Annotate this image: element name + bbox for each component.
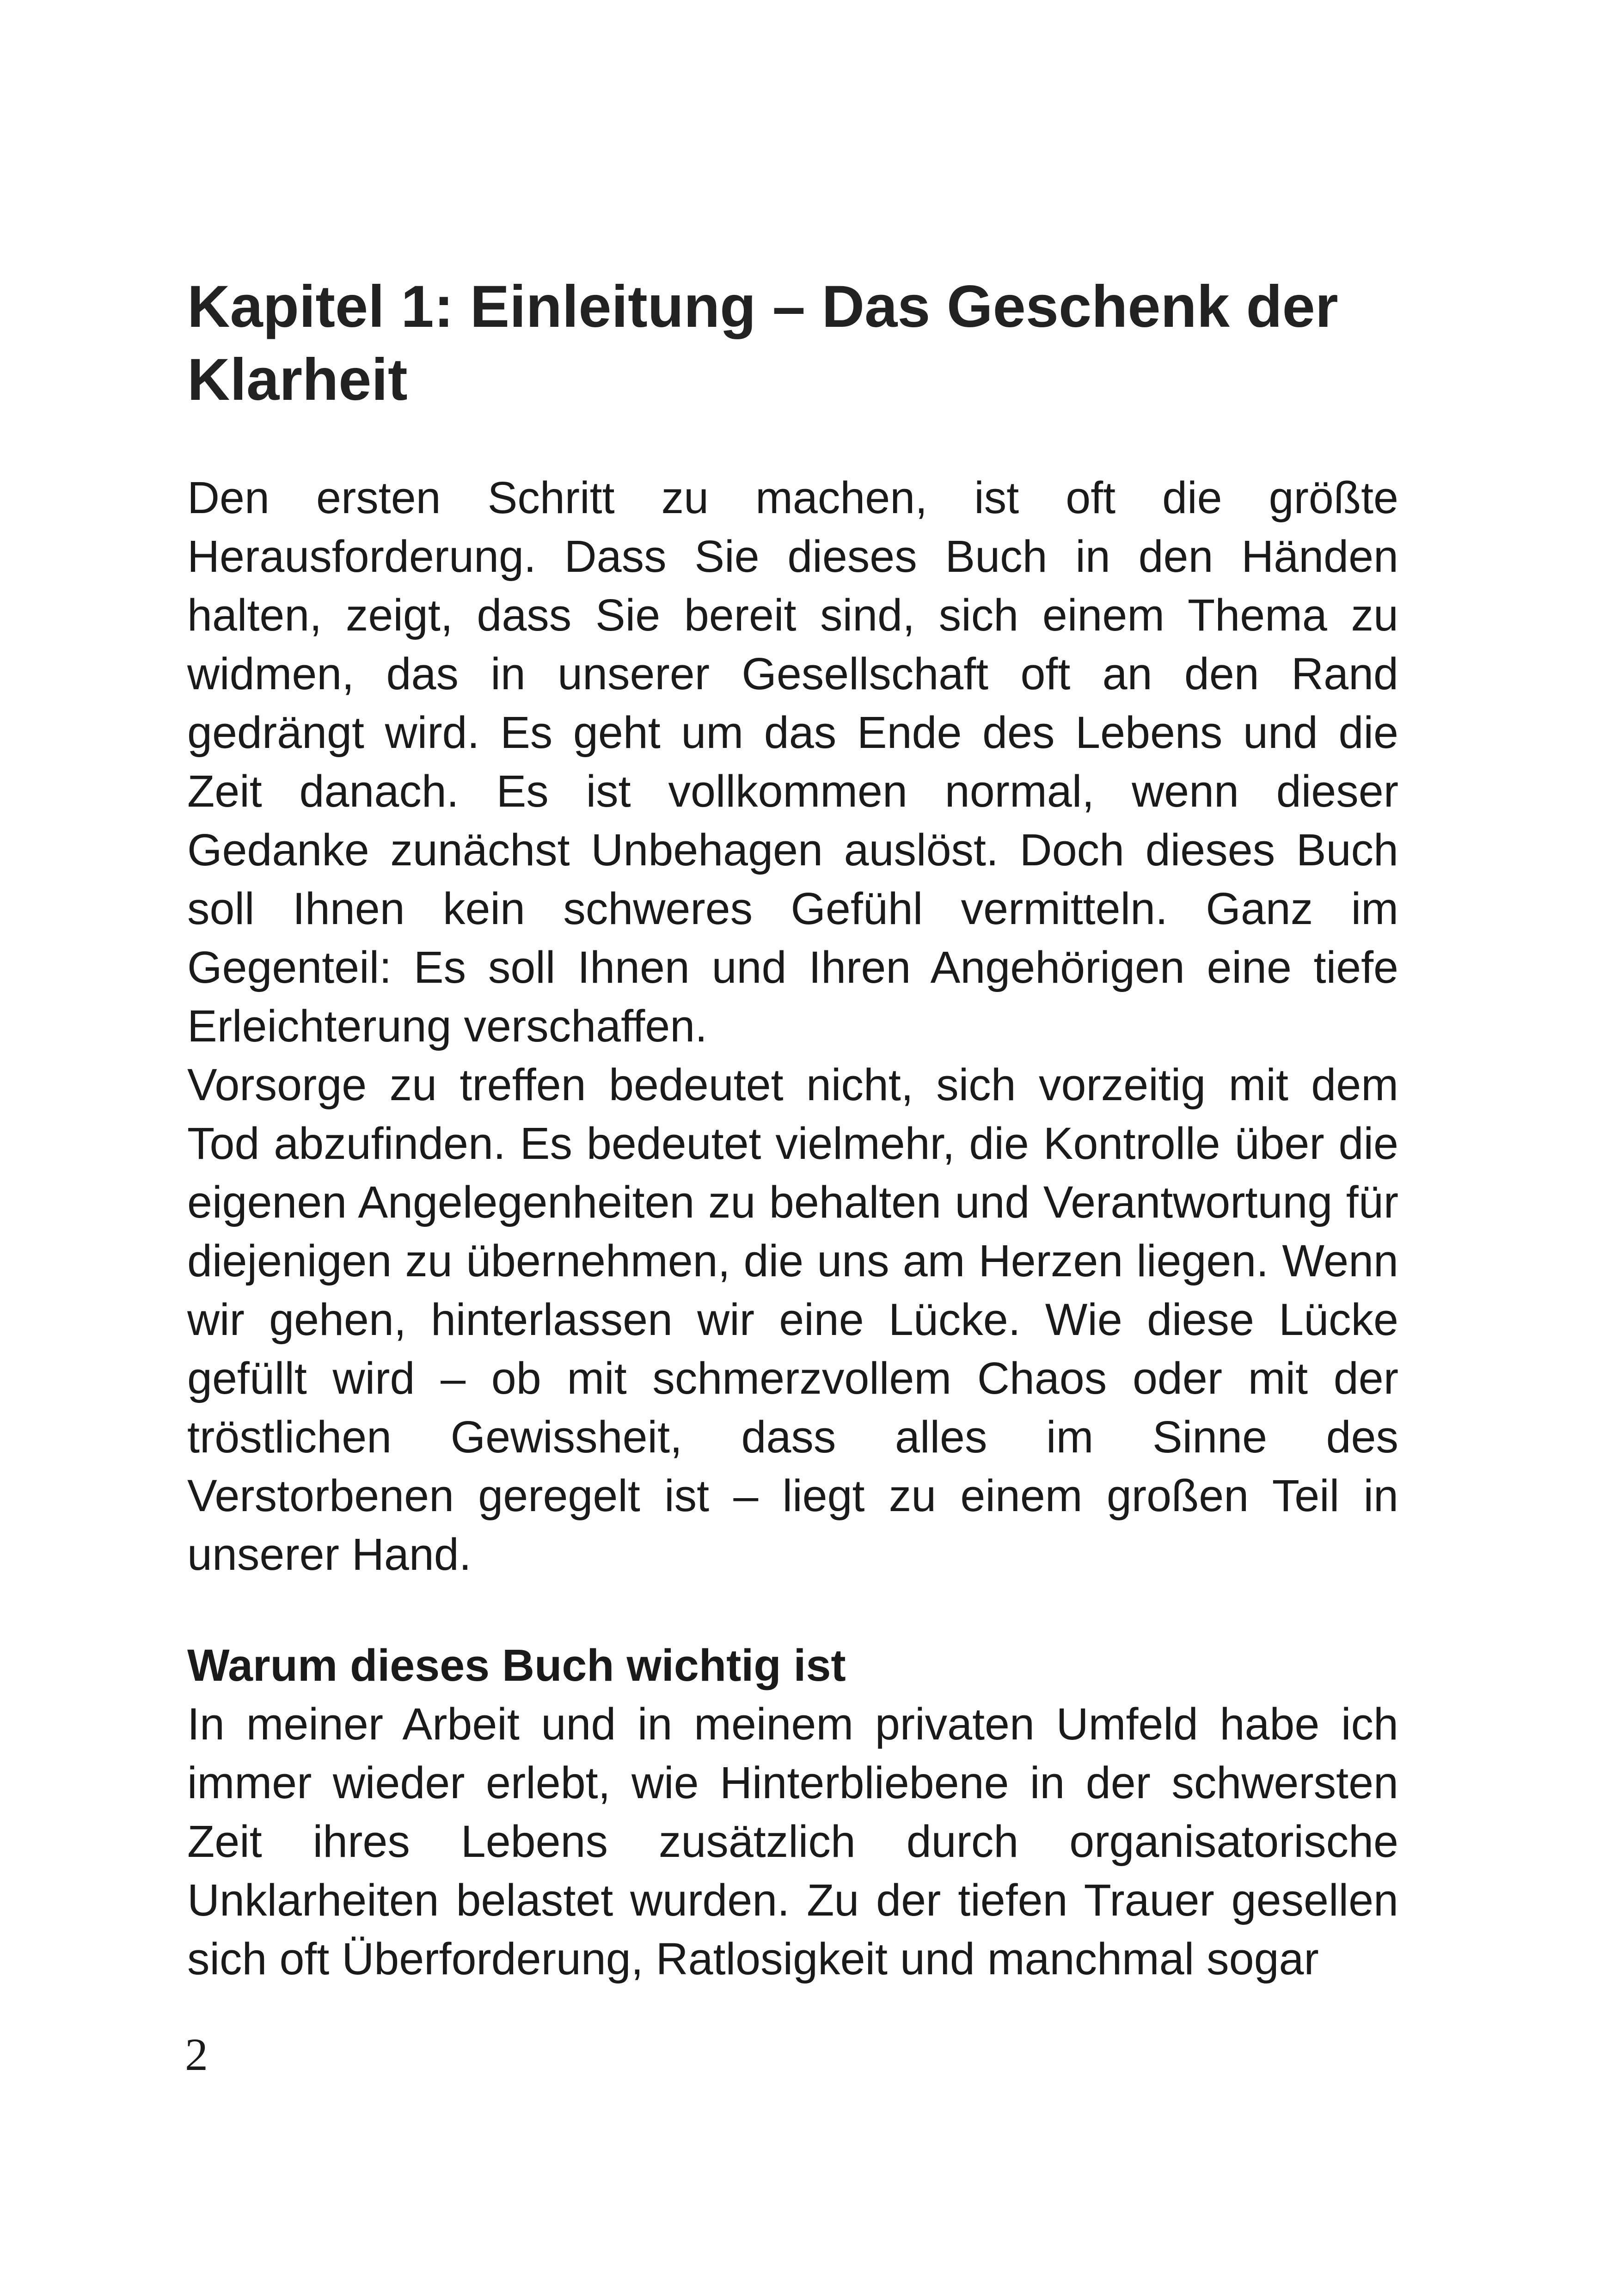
chapter-title: Kapitel 1: Einleitung – Das Geschenk der Klarheit [187, 274, 1338, 413]
page-content [187, 270, 1398, 1988]
page-number: 2 [185, 2029, 208, 2080]
intro-paragraph-2: Vorsorge zu treffen bedeutet nicht, sich vorzeitig mit dem Tod abzufinden. Es bedeutet vielmehr, die Kontrolle über die eigenen Angelegenheiten zu behalten und Verantwortung für diejenigen zu übernehmen, die uns am Herzen liegen. Wenn wir gehen, hinterlassen wir eine Lücke. Wie diese Lücke gefüllt wird – ob mit schmerzvollem Chaos oder mit der tröstlichen Gewissheit, dass alles im Sinne des Verstorbenen geregelt ist – liegt zu einem großen Teil in unserer Hand. [187, 1059, 1398, 1580]
section-paragraph: In meiner Arbeit und in meinem privaten Umfeld habe ich immer wieder erlebt, wie Hinterbliebene in der schwersten Zeit ihres Lebens zusätzlich durch organisatorische Unklarheiten belastet wurden. Zu der tiefen Trauer gesellen sich oft Überforderung, Ratlosigkeit und manchmal sogar [187, 1699, 1398, 1984]
section-heading: Warum dieses Buch wichtig ist [187, 1640, 846, 1690]
intro-paragraph-1: Den ersten Schritt zu machen, ist oft die größte Herausforderung. Dass Sie dieses Buch in den Händen halten, zeigt, dass Sie bereit sind, sich einem Thema zu widmen, das in unserer Gesellschaft oft an den Rand gedrängt wird. Es geht um das Ende des Lebens und die Zeit danach. Es ist vollkommen normal, wenn dieser Gedanke zunächst Unbehagen auslöst. Doch dieses Buch soll Ihnen kein schweres Gefühl vermitteln. Ganz im Gegenteil: Es soll Ihnen und Ihren Angehörigen eine tiefe Erleichterung verschaffen. [187, 472, 1398, 1051]
